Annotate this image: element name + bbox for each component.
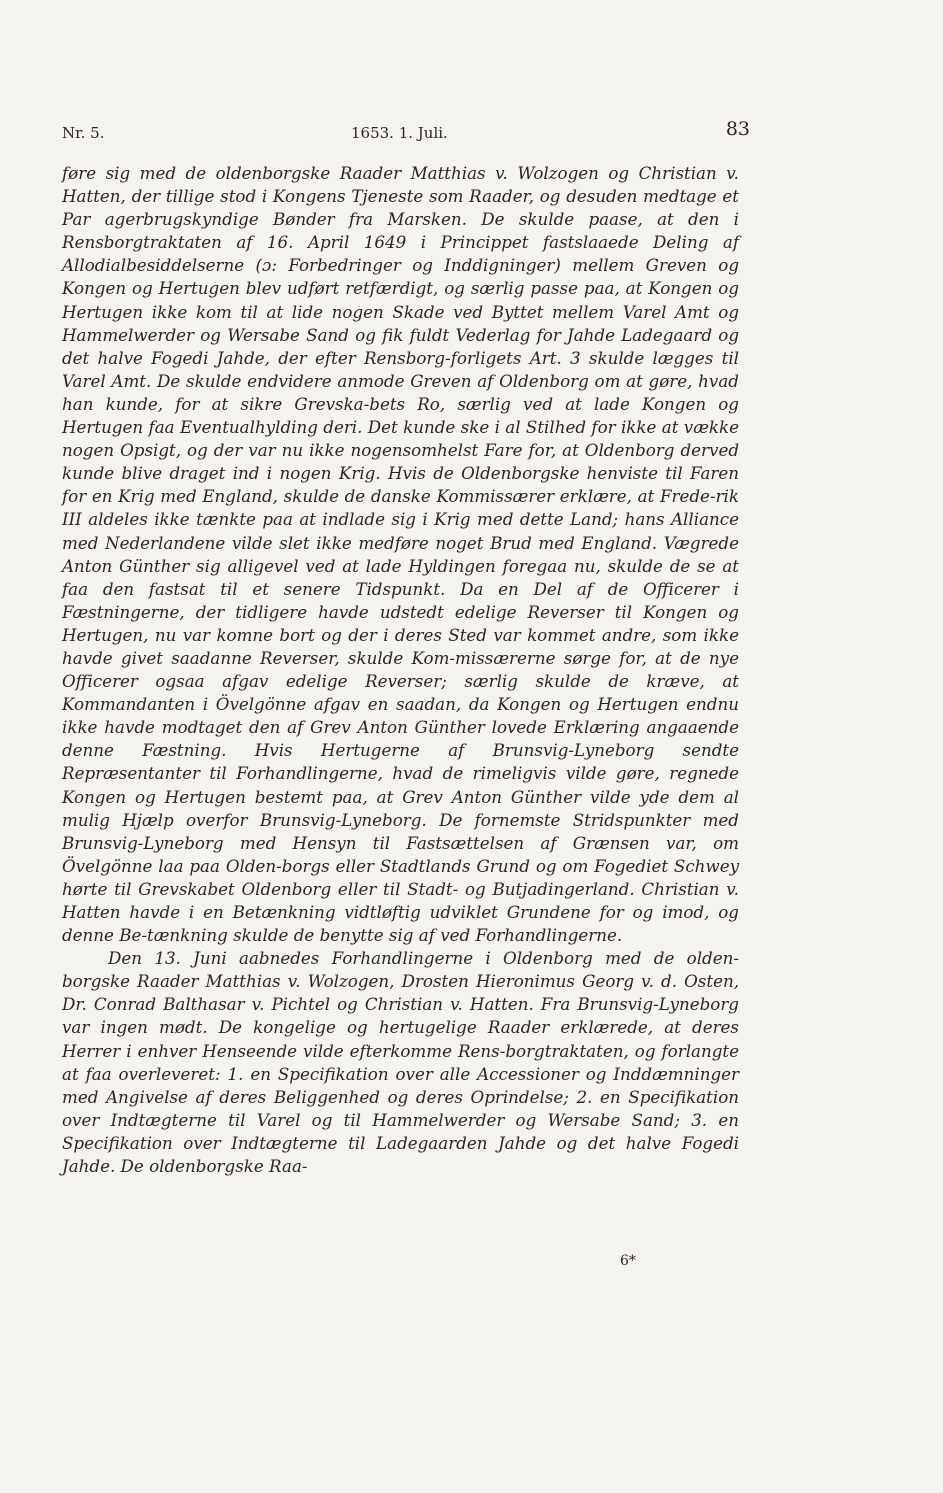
header-date: 1653. 1. Juli. bbox=[351, 124, 448, 142]
signature-mark: 6* bbox=[620, 1253, 636, 1269]
paragraph-1: føre sig med de oldenborgske Raader Matthias v. Wolzogen og Christian v. Hatten, der tillige stod i Kongens Tjeneste som Raader, og desuden medtage et Par agerbrugskyndige Bønder fra Marsken. De skulde paase, at den i Rensborgtraktaten af 16. April 1649 i Princippet fastslaaede Deling af Allodialbesiddelserne (ɔ: Forbedringer og Inddigninger) mellem Greven og Kongen og Hertugen blev udført retfærdigt, og særlig passe paa, at Kongen og Hertugen ikke kom til at lide nogen Skade ved Byttet mellem Varel Amt og Hammelwerder og Wersabe Sand og fik fuldt Vederlag for Jahde Ladegaard og det halve Fogedi Jahde, der efter Rensborg-forligets Art. 3 skulde lægges til Varel Amt. De skulde endvidere anmode Greven af Oldenborg om at gøre, hvad han kunde, for at sikre Grevska-bets Ro, særlig ved at lade Kongen og Hertugen faa Eventualhylding deri. Det kunde ske i al Stilhed for ikke at vække nogen Opsigt, og der var nu ikke nogensomhelst Fare for, at Oldenborg derved kunde blive draget ind i nogen Krig. Hvis de Oldenborgske henviste til Faren for en Krig med England, skulde de danske Kommissærer erklære, at Frede-rik III aldeles ikke tænkte paa at indlade sig i Krig med dette Land; hans Alliance med Nederlandene vilde slet ikke medføre noget Brud med England. Vægrede Anton Günther sig alligevel ved at lade Hyldingen foregaa nu, skulde de se at faa den fastsat til et senere Tidspunkt. Da en Del af de Officerer i Fæstningerne, der tidligere havde udstedt edelige Reverser til Kongen og Hertugen, nu var komne bort og der i deres Sted var kommet andre, som ikke havde givet saadanne Reverser, skulde Kom-missærerne sørge for, at de nye Officerer ogsaa afgav edelige Reverser; særlig skulde de kræve, at Kommandanten i Övelgönne afgav en saadan, da Kongen og Hertugen endnu ikke havde modtaget den af Grev Anton Günther lovede Erklæring angaaende denne Fæstning. Hvis Hertugerne af Brunsvig-Lyneborg sendte Repræsentanter til Forhandlingerne, hvad de rimeligvis vilde gøre, regnede Kongen og Hertugen bestemt paa, at Grev Anton Günther vilde yde dem al mulig Hjælp overfor Brunsvig-Lyneborg. De fornemste Stridspunkter med Brunsvig-Lyneborg med Hensyn til Fastsættelsen af Grænsen var, om Övelgönne laa paa Olden-borgs eller Stadtlands Grund og om Fogediet Schwey hørte til Grevskabet Oldenborg eller til Stadt- og Butjadingerland. Christian v. Hatten havde i en Betænkning vidtløftig udviklet Grundene for og imod, og denne Be-tænkning skulde de benytte sig af ved Forhandlingerne. bbox=[62, 163, 739, 946]
running-header bbox=[62, 118, 750, 144]
header-issue-number: Nr. 5. bbox=[62, 124, 105, 142]
page-number: 83 bbox=[725, 118, 750, 140]
paragraph-2: Den 13. Juni aabnedes Forhandlingerne i Oldenborg med de olden-borgske Raader Matthias v. Wolzogen, Drosten Hieronimus Georg v. d. Osten, Dr. Conrad Balthasar v. Pichtel og Christian v. Hatten. Fra Brunsvig-Lyneborg var ingen mødt. De kongelige og hertugelige Raader erklærede, at deres Herrer i enhver Henseende vilde efterkomme Rens-borgtraktaten, og forlangte at faa overleveret: 1. en Specifikation over alle Accessioner og Inddæmninger med Angivelse af deres Beliggenhed og deres Oprindelse; 2. en Specifikation over Indtægterne til Varel og til Hammelwerder og Wersabe Sand; 3. en Specifikation over Indtægterne til Ladegaarden Jahde og det halve Fogedi Jahde. De oldenborgske Raa- bbox=[62, 948, 739, 1177]
body-text bbox=[62, 162, 739, 1178]
